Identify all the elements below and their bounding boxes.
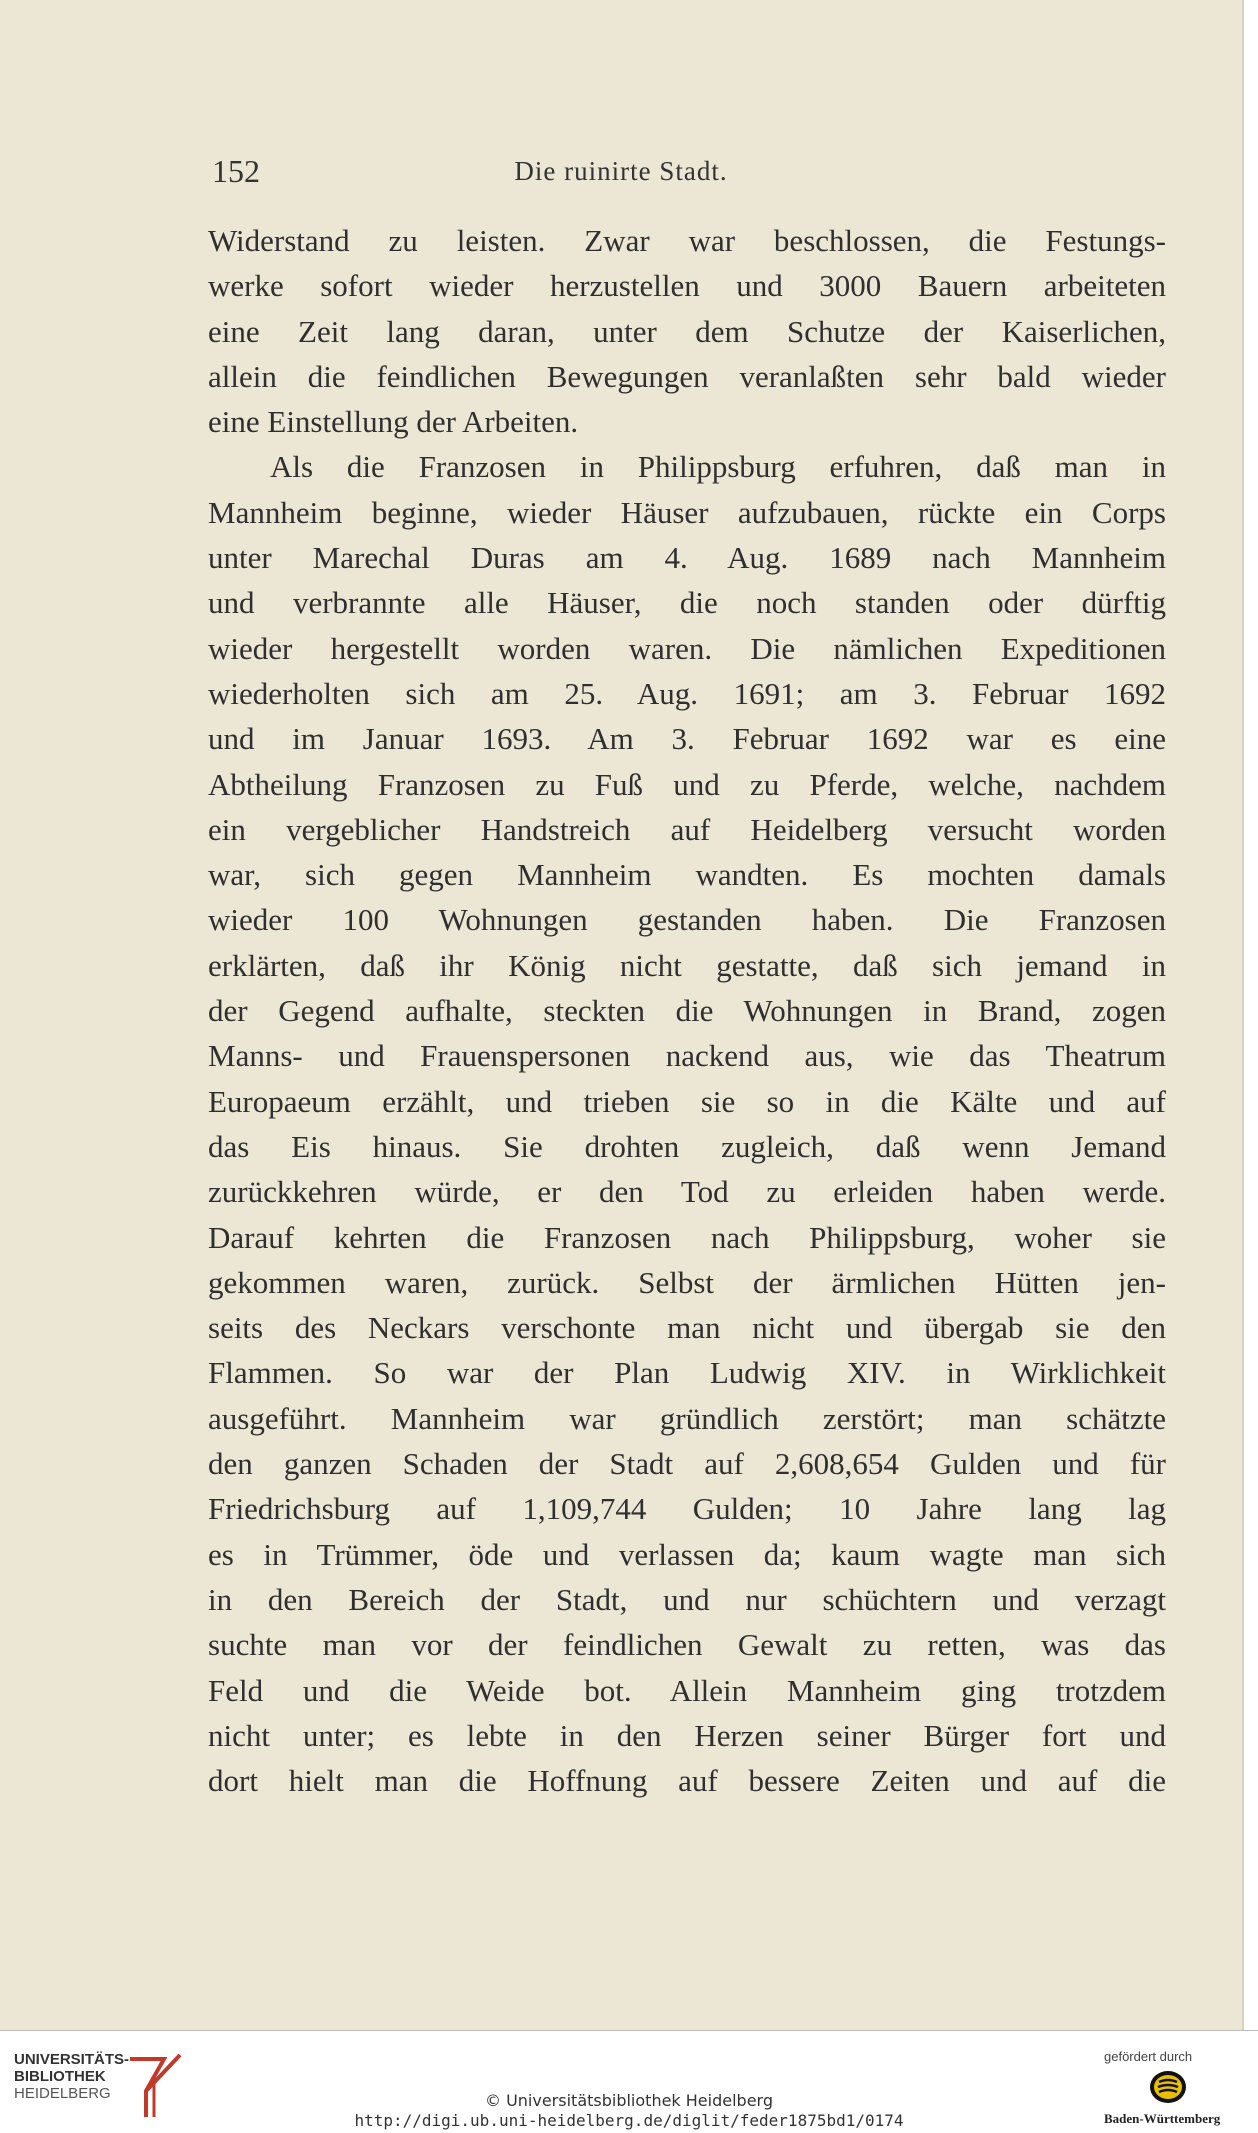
text-line: Feld und die Weide bot. Allein Mannheim ging trotzdem (208, 1672, 1166, 1708)
text-line-paragraph-start: Als die Franzosen in Philippsburg erfuhren, daß man in (270, 449, 1166, 485)
text-line: Mannheim beginne, wieder Häuser aufzubauen, rückte ein Corps (208, 494, 1166, 530)
baden-wuerttemberg-emblem-icon (1148, 2067, 1188, 2107)
text-line: der Gegend aufhalte, steckten die Wohnungen in Brand, zogen (208, 993, 1166, 1029)
text-line: es in Trümmer, öde und verlassen da; kaum wagte man sich (208, 1536, 1166, 1572)
text-line: ausgeführt. Mannheim war gründlich zerstört; man schätzte (208, 1400, 1166, 1436)
library-name-line3: HEIDELBERG (14, 2085, 111, 2102)
funded-by-label: gefördert durch (1104, 2049, 1193, 2064)
text-line: Manns- und Frauenspersonen nackend aus, wie das Theatrum (208, 1038, 1166, 1074)
text-line: eine Zeit lang daran, unter dem Schutze der Kaiserlichen, (208, 313, 1166, 349)
text-line: unter Marechal Duras am 4. Aug. 1689 nach Mannheim (208, 540, 1166, 576)
library-name-line1: UNIVERSITÄTS- (14, 2051, 130, 2068)
permalink-url[interactable]: http://digi.ub.uni-heidelberg.de/diglit/feder1875bd1/0174 (354, 2111, 904, 2130)
text-line: und im Januar 1693. Am 3. Februar 1692 war es eine (208, 721, 1166, 757)
funder-name: Baden-Württemberg (1104, 2111, 1221, 2126)
text-line: dort hielt man die Hoffnung auf bessere Zeiten und auf die (208, 1763, 1166, 1799)
text-line: suchte man vor der feindlichen Gewalt zu retten, was das (208, 1627, 1166, 1663)
text-line: den ganzen Schaden der Stadt auf 2,608,654 Gulden und für (208, 1446, 1166, 1482)
text-line: war, sich gegen Mannheim wandten. Es mochten damals (208, 857, 1166, 893)
text-line: wiederholten sich am 25. Aug. 1691; am 3. Februar 1692 (208, 675, 1166, 711)
text-line: Europaeum erzählt, und trieben sie so in die Kälte und auf (208, 1083, 1166, 1119)
text-line: seits des Neckars verschonte man nicht und übergab sie den (208, 1310, 1166, 1346)
copyright-notice: © Universitätsbibliothek Heidelberg (484, 2091, 773, 2110)
text-line: gekommen waren, zurück. Selbst der ärmlichen Hütten jen- (208, 1264, 1166, 1300)
text-line: wieder hergestellt worden waren. Die nämlichen Expeditionen (208, 630, 1166, 666)
text-line: eine Einstellung der Arbeiten. (208, 404, 579, 440)
text-line: werke sofort wieder herzustellen und 3000 Bauern arbeiteten (208, 268, 1166, 304)
text-line: Widerstand zu leisten. Zwar war beschlossen, die Festungs- (208, 223, 1166, 258)
body-text (208, 218, 1166, 1803)
page-number: 152 (212, 153, 260, 189)
text-line: das Eis hinaus. Sie drohten zugleich, daß wenn Jemand (208, 1128, 1166, 1164)
text-line: Flammen. So war der Plan Ludwig XIV. in Wirklichkeit (208, 1355, 1166, 1391)
text-line: nicht unter; es lebte in den Herzen seiner Bürger fort und (208, 1717, 1166, 1753)
text-line: erklärten, daß ihr König nicht gestatte, daß sich jemand in (208, 947, 1166, 983)
text-line: zurückkehren würde, er den Tod zu erleiden haben werde. (208, 1174, 1166, 1210)
text-line: allein die feindlichen Bewegungen veranlaßten sehr bald wieder (208, 358, 1166, 394)
text-line: Darauf kehrten die Franzosen nach Philippsburg, woher sie (208, 1219, 1166, 1255)
running-title: Die ruinirte Stadt. (514, 156, 728, 186)
text-line: ein vergeblicher Handstreich auf Heidelberg versucht worden (208, 811, 1166, 847)
library-name-line2: BIBLIOTHEK (14, 2068, 106, 2085)
text-line: wieder 100 Wohnungen gestanden haben. Die Franzosen (208, 902, 1166, 938)
text-line: und verbrannte alle Häuser, die noch standen oder dürftig (208, 585, 1166, 621)
text-line: Friedrichsburg auf 1,109,744 Gulden; 10 Jahre lang lag (208, 1491, 1166, 1527)
text-line: in den Bereich der Stadt, und nur schüchtern und verzagt (208, 1581, 1166, 1617)
digitization-footer (0, 2030, 1258, 2133)
text-line: Abtheilung Franzosen zu Fuß und zu Pferde, welche, nachdem (208, 766, 1166, 802)
